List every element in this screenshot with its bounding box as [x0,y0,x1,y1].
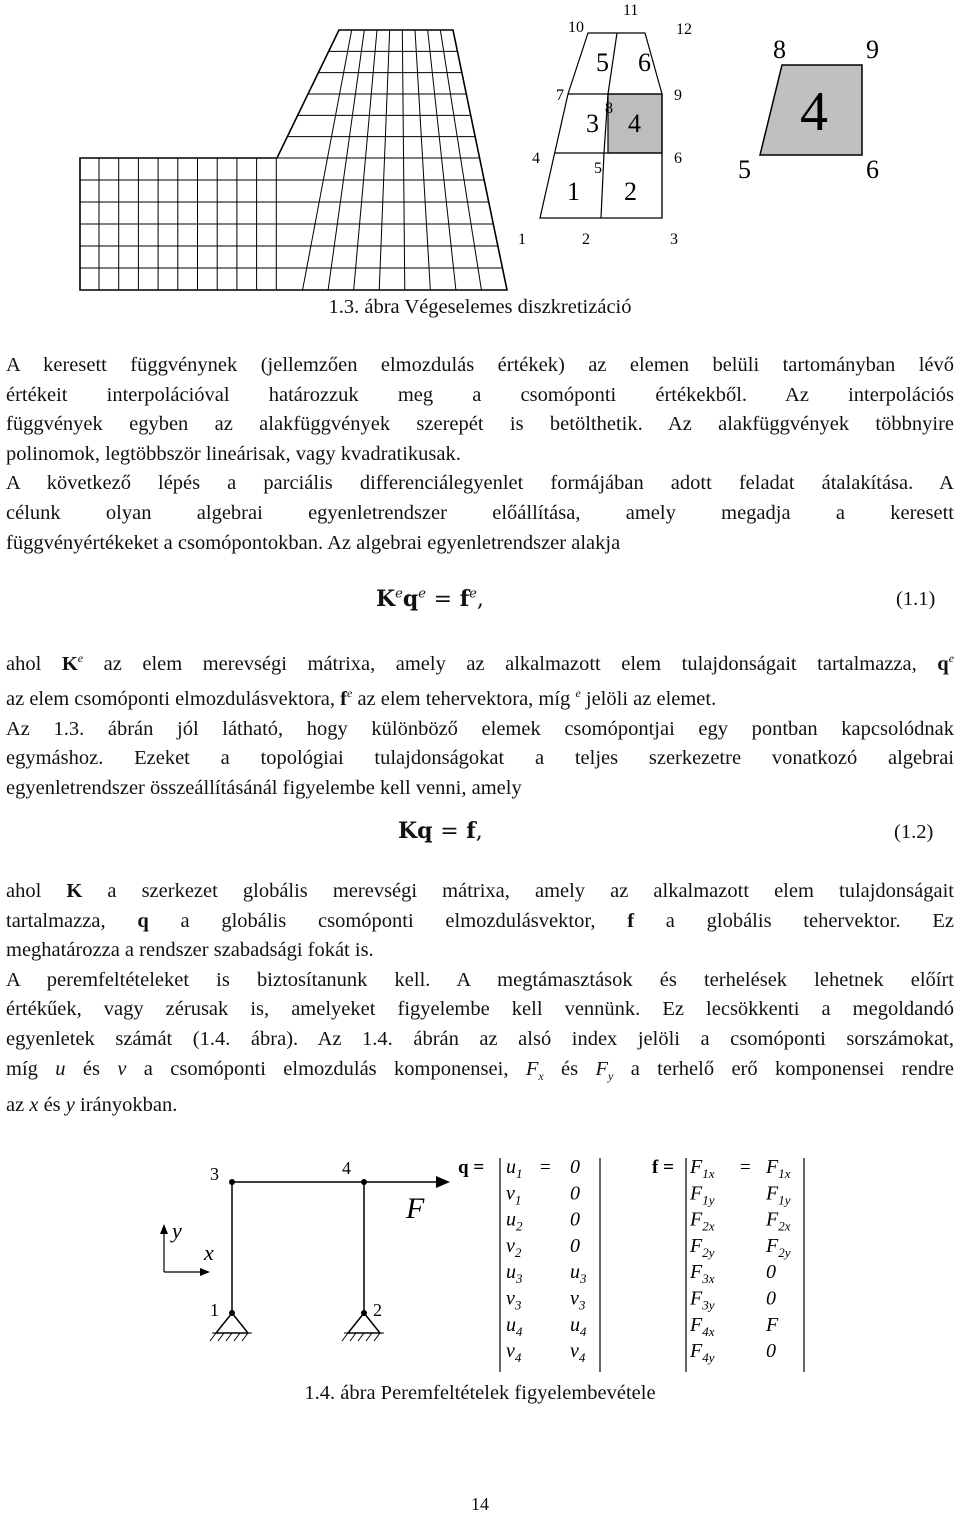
node-label-6: 6 [674,150,682,167]
text-line: függvények egyben az alakfüggvények szerepét is betölthetik. Az alakfüggvények többnyire [6,413,954,436]
mesh-line [402,30,404,290]
eq-symbol-f: f [459,586,470,612]
q-entry: $u_1$ [506,1156,523,1181]
zoomed-node-6: 6 [866,155,879,184]
text-line: egyenletrendszer összeállításánál figyelembe kell venni, amely [6,777,522,800]
f-value: 0 [766,1287,776,1310]
f-label: f = [652,1157,674,1178]
f-value: $F_{2x}$ [766,1208,791,1234]
figure-1-4 [0,1150,960,1380]
q-value: $u_4$ [570,1313,587,1339]
text-line: értékeit interpolációval határozzuk meg a csomóponti értékekből. Az interpolációs [6,383,954,406]
text-line: tartalmazza, q a globális csomóponti elmozdulásvektor, f a globális tehervektor. Ez [6,909,954,932]
zoomed-node-8: 8 [773,35,786,64]
svg-text:=: = [740,1157,751,1178]
element-label-2: 2 [624,177,637,206]
f-value: 0 [766,1261,776,1284]
svg-text:=: = [540,1157,551,1178]
q-entry: $v_1$ [506,1182,522,1208]
eq-symbol-q: q [402,586,419,612]
frame-node-3: 3 [210,1164,219,1184]
force-label: F [406,1192,425,1225]
equation-1-1-number: (1.1) [896,588,936,610]
text-line: az elem csomóponti elmozdulásvektora, $f^e$ az elem tehervektora, míg $^e$ jelöli az elemet. [6,686,717,711]
mesh-line [303,30,352,290]
f-entry: $F_{4y}$ [690,1340,715,1366]
text-line: A következő lépés a parciális differenciálegyenlet formájában adott feladat átalakítása. A [6,472,954,495]
paragraph-2 [6,644,954,804]
eq-symbol-K: K [376,586,396,612]
text-line: polinomok, legtöbbször lineárisak, vagy kvadratikusak. [6,442,461,465]
figure-1-4-caption: 1.4. ábra Peremfeltételek figyelembevétele [304,1382,656,1404]
mesh-line [354,30,377,290]
fem-mesh [80,30,507,290]
zoomed-node-5: 5 [738,155,751,184]
equation-1-2: Kq = f, [398,818,483,844]
paragraph-1 [6,351,954,558]
text-line: Az 1.3. ábrán jól látható, hogy különböző elemek csomópontjai egy pontban kapcsolódnak [6,717,954,740]
text-line: függvényértékeket a csomópontokban. Az algebrai egyenletrendszer alakja [6,531,621,554]
q-entry: $v_3$ [506,1287,522,1313]
element-label-6: 6 [638,48,651,77]
q-entry: $v_2$ [506,1234,522,1260]
q-vector [458,1156,600,1372]
paragraph-3 [6,877,954,1121]
node-label-10: 10 [568,19,584,36]
patch-node-labels [518,2,692,248]
text-line: egymáshoz. Ezeket a topológiai tulajdonságokat a teljes szerkezetre vonatkozó algebrai [6,747,954,770]
node-label-9: 9 [674,87,682,104]
q-label: q = [458,1157,485,1178]
f-value: F [766,1313,779,1336]
element-label-4: 4 [628,109,641,138]
q-value: 0 [570,1208,580,1231]
q-value: 0 [570,1234,580,1257]
zoomed-element-label: 4 [800,81,828,143]
f-value: $F_{1y}$ [766,1182,791,1208]
f-entry: $F_{3x}$ [690,1261,715,1287]
element-label-5: 5 [596,48,609,77]
text-line: ahol $K^e$ az elem merevségi mátrixa, amely az alkalmazott elem tulajdonságait tartalmazza, $q^e$ [6,651,955,675]
q-entry: $u_4$ [506,1313,523,1339]
text-line: célunk olyan algebrai egyenletrendszer előállítása, amely megadja a keresett [6,501,954,524]
text-line: értékűek, vagy zérusak is, amelyeket figyelembe kell vennünk. Ez lecsökkenti a megoldandó [6,998,954,1021]
mesh-line [415,30,430,290]
f-value: $F_{2y}$ [766,1234,791,1260]
text-line: ahol K a szerkezet globális merevségi mátrixa, amely az alkalmazott elem tulajdonságait [6,880,954,902]
equation-1-2-number: (1.2) [894,821,934,843]
q-entry: $u_3$ [506,1261,523,1287]
node-label-8: 8 [605,100,613,117]
mesh-outline [80,30,507,290]
f-value: 0 [766,1340,776,1363]
text-line: míg u és v a csomóponti elmozdulás komponensei, $F_x$ és $F_y$ a terhelő erő komponensei rendre [6,1057,955,1083]
frame-line [232,1182,364,1313]
f-entry: $F_{2y}$ [690,1234,715,1260]
frame-node-2: 2 [373,1300,382,1320]
text-line: A keresett függvénynek (jellemzően elmozdulás értékek) az elemen belüli tartományban lévő [6,354,954,376]
node-label-5: 5 [594,160,602,177]
q-value: $v_3$ [570,1287,586,1313]
element-label-3: 3 [586,109,599,138]
f-entry: $F_{1y}$ [690,1182,715,1208]
node-label-7: 7 [556,87,564,104]
axis-x-label: x [204,1240,214,1265]
q-value: 0 [570,1156,580,1178]
text-line: meghatározza a rendszer szabadsági fokát is. [6,939,374,962]
q-entry: $v_4$ [506,1340,522,1366]
node-label-11: 11 [623,2,639,19]
force-arrowhead [436,1176,450,1188]
mesh-line [379,30,389,290]
frame-node-1: 1 [210,1300,219,1320]
node-dot-3 [229,1179,235,1185]
text-line: egyenletek számát (1.4. ábra). Az 1.4. ábrán az alsó index jelöli a csomóponti sorszámokat, [6,1027,954,1050]
node-label-2: 2 [582,231,590,248]
text-line: az x és y irányokban. [6,1094,178,1117]
node-label-12: 12 [676,21,692,38]
figure-1-3-caption: 1.3. ábra Végeselemes diszkretizáció [328,296,632,318]
zoomed-element [738,35,879,184]
q-value: $u_3$ [570,1261,587,1287]
q-value: $v_4$ [570,1340,586,1366]
mesh-line [328,30,364,290]
node-label-4: 4 [532,150,540,167]
node-label-3: 3 [670,231,678,248]
zoomed-node-9: 9 [866,35,879,64]
frame-node-4: 4 [342,1158,351,1178]
element-label-1: 1 [567,177,580,206]
node-label-1: 1 [518,231,526,248]
text-line: A peremfeltételeket is biztosítanunk kell. A megtámasztások és terhelések lehetnek előírt [6,968,954,991]
equation-1-1: $K^eq^e = f^e$, [376,586,484,612]
page-number: 14 [471,1494,489,1514]
f-vector [652,1156,804,1372]
f-entry: $F_{1x}$ [690,1156,715,1181]
f-entry: $F_{2x}$ [690,1208,715,1234]
q-entry: $u_2$ [506,1208,523,1234]
mesh-line [428,30,456,290]
q-value: 0 [570,1182,580,1205]
f-value: $F_{1x}$ [766,1156,791,1181]
axis-y-label: y [172,1218,182,1243]
f-entry: $F_{4x}$ [690,1313,715,1339]
figure-1-3 [0,0,960,300]
f-entry: $F_{3y}$ [690,1287,715,1313]
